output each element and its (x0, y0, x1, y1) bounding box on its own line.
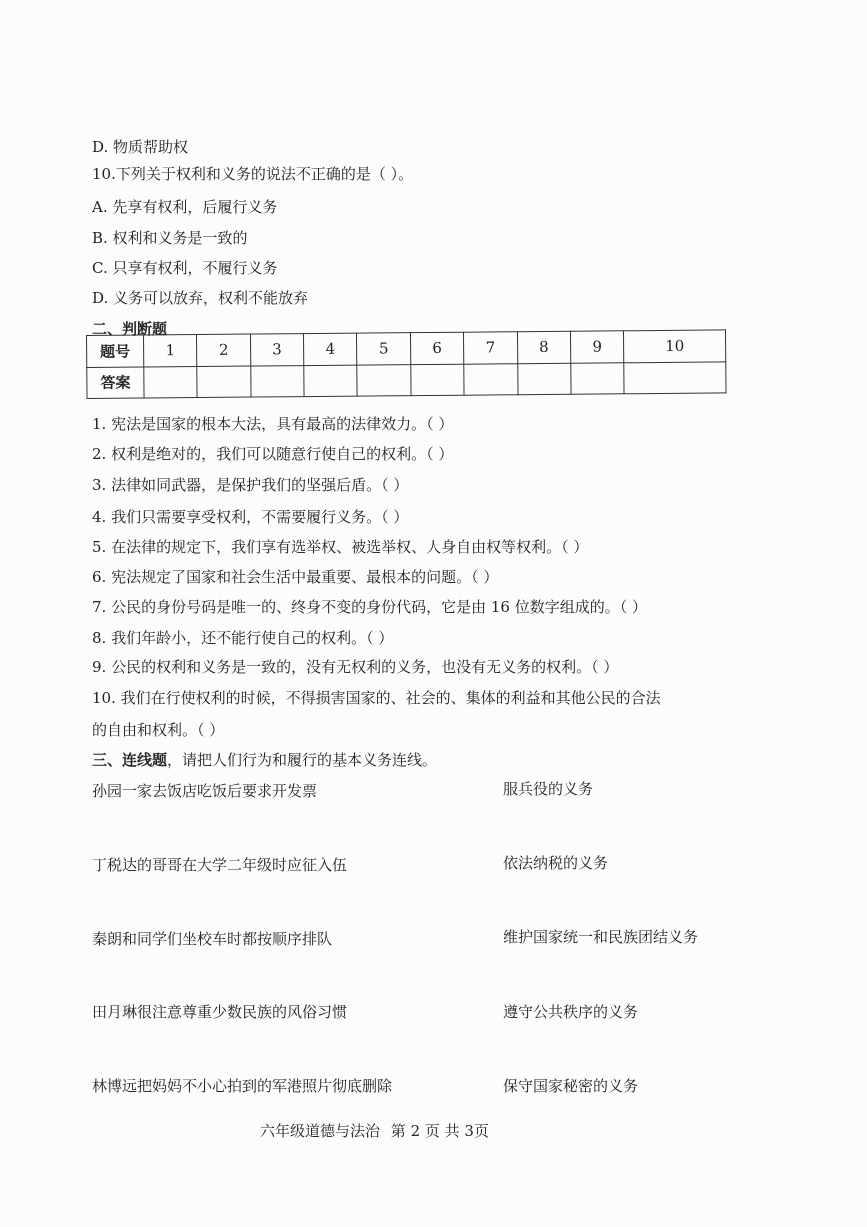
answer-cell[interactable] (144, 366, 198, 398)
question-number-cell: 6 (410, 332, 464, 364)
section-heading (92, 750, 437, 770)
match-left-item[interactable]: 孙园一家去饭店吃饭后要求开发票 (92, 782, 318, 800)
answer-cell[interactable] (304, 365, 358, 397)
table-row (87, 361, 726, 398)
option-text: D. 物质帮助权 (92, 138, 189, 156)
judgement-item: 4. 我们只需要享受权利，不需要履行义务。（ ） (92, 508, 409, 526)
answer-table (86, 329, 727, 399)
judgement-item: 1. 宪法是国家的根本大法，具有最高的法律效力。（ ） (92, 415, 454, 433)
option-text: B. 权利和义务是一致的 (92, 229, 248, 247)
question-number-cell: 2 (197, 334, 251, 366)
section-heading-instruction: ，请把人们行为和履行的基本义务连线。 (167, 751, 438, 769)
judgement-item-continuation: 的自由和权利。（ ） (92, 721, 225, 739)
judgement-item: 7. 公民的身份号码是唯一的、终身不变的身份代码，它是由 16 位数字组成的。（ ） (92, 598, 647, 616)
question-number-cell: 10 (624, 330, 726, 362)
footer-page-number: 第 2 页 共 3页 (390, 1122, 489, 1140)
question-number-cell: 4 (304, 333, 358, 365)
match-right-item[interactable]: 依法纳税的义务 (503, 854, 609, 872)
answer-cell[interactable] (411, 364, 465, 396)
table-header-cell: 答案 (87, 366, 144, 398)
question-stem: 10.下列关于权利和义务的说法不正确的是（ ）。 (92, 165, 414, 183)
page-footer (260, 1120, 495, 1141)
question-number-cell: 9 (570, 331, 624, 363)
answer-cell[interactable] (571, 362, 625, 394)
judgement-item: 10. 我们在行使权利的时候，不得损害国家的、社会的、集体的利益和其他公民的合法 (92, 689, 661, 707)
answer-cell[interactable] (464, 363, 518, 395)
option-text: A. 先享有权利，后履行义务 (92, 198, 278, 216)
match-right-item[interactable]: 保守国家秘密的义务 (503, 1077, 639, 1095)
answer-cell[interactable] (357, 364, 411, 396)
match-left-item[interactable]: 丁税达的哥哥在大学二年级时应征入伍 (92, 856, 348, 874)
judgement-item: 6. 宪法规定了国家和社会生活中最重要、最根本的问题。（ ） (92, 568, 499, 586)
match-right-item[interactable]: 维护国家统一和民族团结义务 (503, 928, 699, 946)
answer-cell[interactable] (517, 363, 571, 395)
answer-cell[interactable] (250, 365, 304, 397)
section-heading-label: 三、连线题 (92, 751, 168, 769)
judgement-item: 3. 法律如同武器，是保护我们的坚强后盾。（ ） (92, 476, 409, 494)
judgement-item: 2. 权利是绝对的，我们可以随意行使自己的权利。（ ） (92, 445, 454, 463)
match-left-item[interactable]: 林博远把妈妈不小心拍到的军港照片彻底删除 (92, 1077, 393, 1095)
match-left-item[interactable]: 田月琳很注意尊重少数民族的风俗习惯 (92, 1003, 348, 1021)
match-right-item[interactable]: 服兵役的义务 (503, 780, 594, 798)
question-number-cell: 8 (517, 331, 571, 363)
judgement-item: 5. 在法律的规定下，我们享有选举权、被选举权、人身自由权等权利。（ ） (92, 538, 589, 556)
table-header-cell: 题号 (87, 335, 144, 367)
option-text: D. 义务可以放弃，权利不能放弃 (92, 289, 309, 307)
option-text: C. 只享有权利，不履行义务 (92, 259, 278, 277)
question-number-cell: 7 (464, 332, 518, 364)
judgement-item: 9. 公民的权利和义务是一致的，没有无权利的义务，也没有无义务的权利。（ ） (92, 658, 619, 676)
match-left-item[interactable]: 秦朗和同学们坐校车时都按顺序排队 (92, 930, 333, 948)
question-number-cell: 5 (357, 333, 411, 365)
footer-subject: 六年级道德与法治 (260, 1122, 381, 1140)
section-heading: 二、判断题 (92, 320, 168, 338)
answer-cell[interactable] (197, 366, 251, 398)
answer-cell[interactable] (624, 361, 726, 393)
question-number-cell: 1 (144, 335, 198, 367)
question-number-cell: 3 (250, 334, 304, 366)
match-right-item[interactable]: 遵守公共秩序的义务 (503, 1003, 639, 1021)
judgement-item: 8. 我们年龄小，还不能行使自己的权利。（ ） (92, 629, 394, 647)
